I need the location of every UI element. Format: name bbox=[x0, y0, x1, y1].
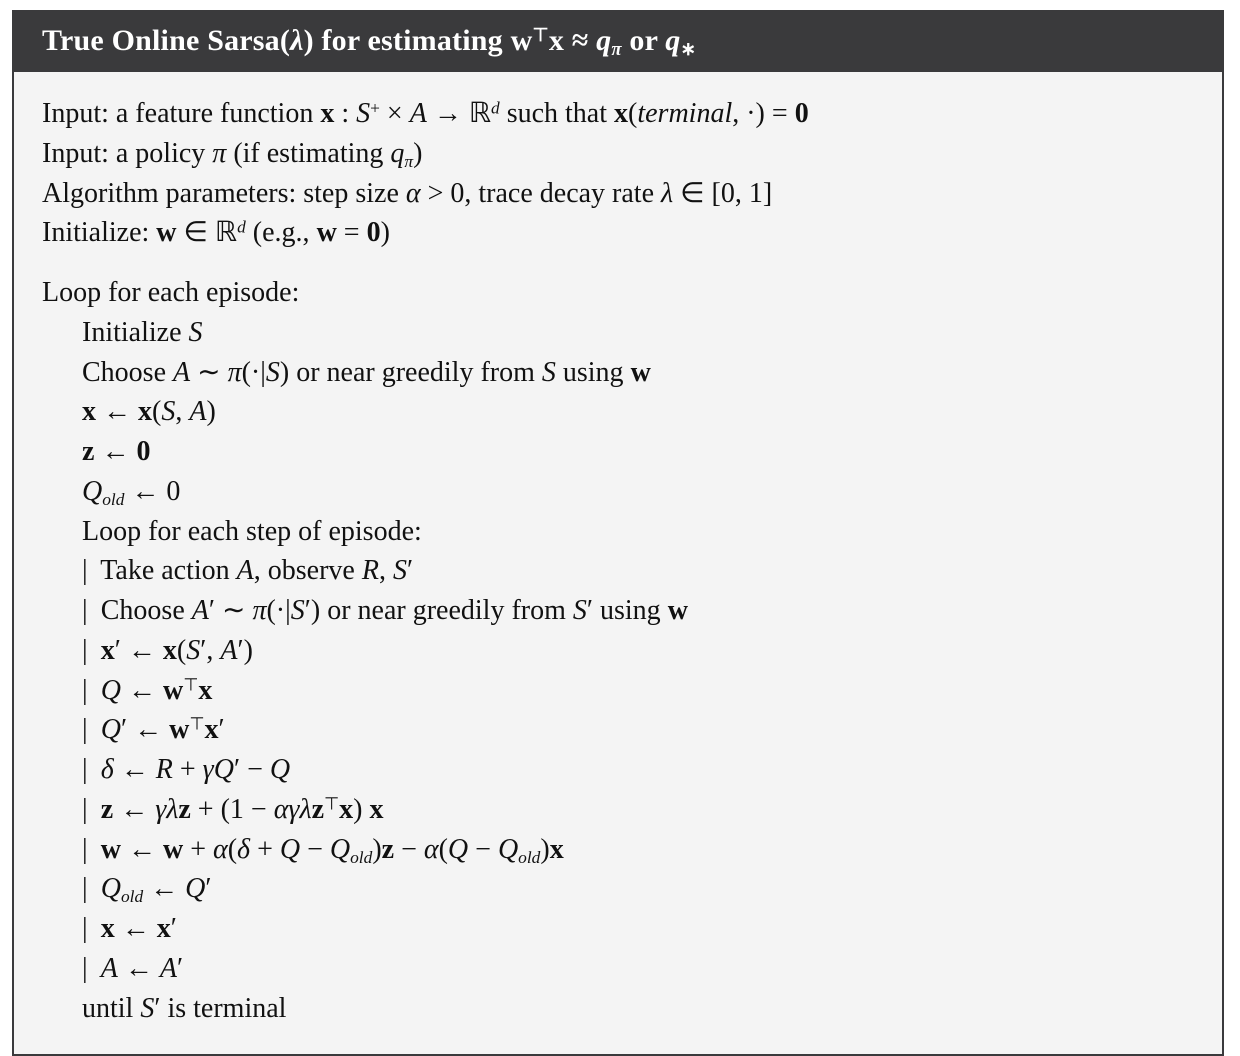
line-initialize-s: Initialize S bbox=[82, 316, 203, 348]
line-loop-each-step: Loop for each step of episode: bbox=[82, 515, 422, 547]
line-choose-a-prime: | Choose A′ ∼ π(·|S′) or near greedily from S′ using w bbox=[82, 595, 688, 626]
algorithm-body bbox=[14, 72, 1222, 1054]
line-choose-a: Choose A ∼ π(·|S) or near greedily from S using w bbox=[82, 356, 651, 388]
line-assign-z: z ← 0 bbox=[82, 436, 151, 467]
line-update-w: | w ← $w + \alpha(\delta + Q - Q_{old})z - \alpha(Q - Q_{old})x$ bbox=[82, 833, 564, 867]
line-update-x: | x ← x′ bbox=[82, 913, 177, 944]
line-update-z: | z ← γλz + (1 − αγλz⊤x) x bbox=[82, 793, 384, 825]
line-input-policy: Input: a policy π (if estimating $q_\pi$) bbox=[42, 137, 423, 171]
line-initialize-w: Initialize: w ∈ ℝ$^d$ (e.g., w = 0) bbox=[42, 217, 390, 249]
line-take-action: | Take action A, observe R, S′ bbox=[82, 555, 414, 587]
algorithm-box bbox=[12, 10, 1224, 1056]
line-assign-x-prime: | x′ ← x(S′, A′) bbox=[82, 634, 253, 666]
algorithm-title-text: True Online Sarsa(λ) for estimating $w^⊤x \approx q_\pi$ or $q_∗$ bbox=[42, 24, 697, 61]
line-assign-delta: | δ ← R + γQ′ − Q bbox=[82, 754, 291, 785]
algorithm-title bbox=[14, 12, 1222, 72]
line-update-a: | A ← A′ bbox=[82, 952, 184, 984]
line-loop-each-episode: Loop for each episode: bbox=[42, 277, 300, 308]
line-algorithm-parameters: Algorithm parameters: step size α > 0, trace decay rate λ ∈ [0, 1] bbox=[42, 177, 773, 209]
line-update-qold: | $Q_{old}$ ← Q′ bbox=[82, 873, 212, 907]
line-until-terminal: until S′ is terminal bbox=[82, 992, 287, 1024]
line-assign-x: x ← x(S, A) bbox=[82, 396, 216, 428]
line-input-feature: Input: a feature function x : S+ × A → ℝ$^d$ such that x(terminal, ·) = 0 bbox=[42, 98, 809, 129]
line-assign-q: | Q ← w⊤x bbox=[82, 674, 213, 706]
spacer bbox=[42, 253, 1198, 273]
line-assign-qold: $Q_{old}$ ← 0 bbox=[82, 475, 181, 509]
line-assign-q-prime: | Q′ ← w⊤x′ bbox=[82, 714, 225, 746]
